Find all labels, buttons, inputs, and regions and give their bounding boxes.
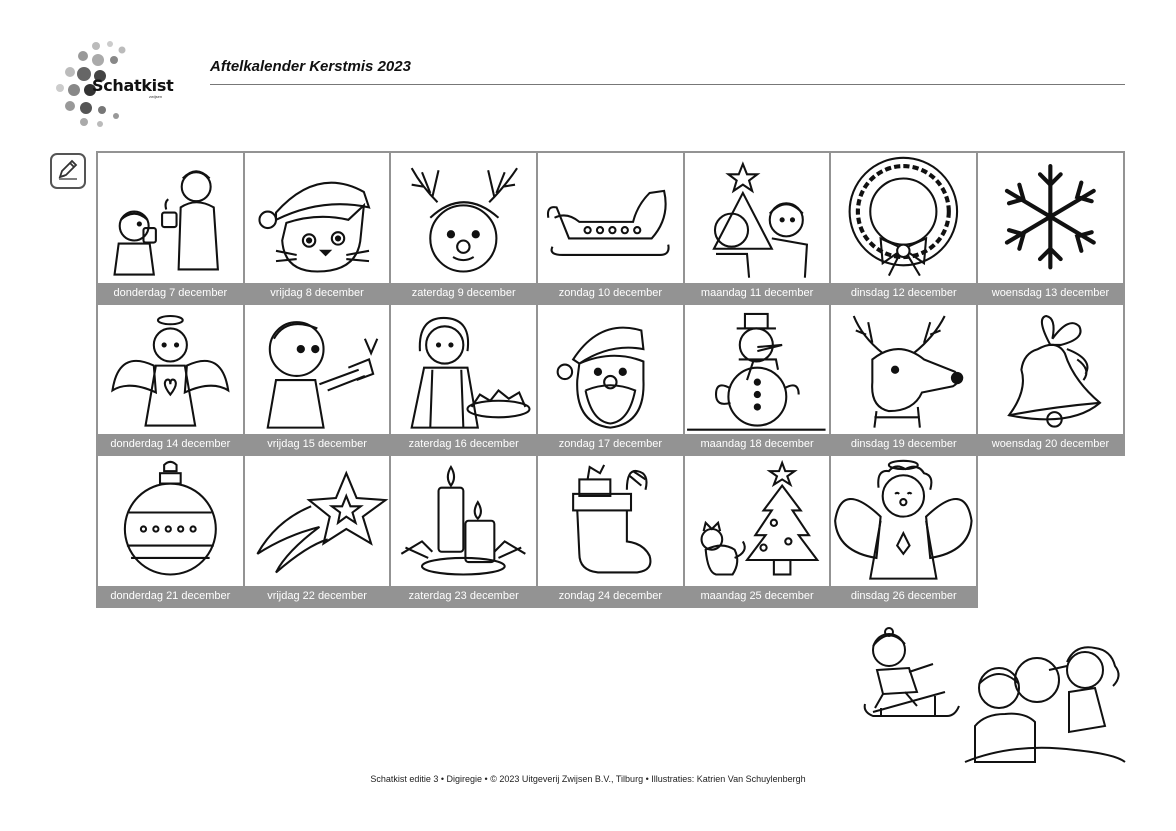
christmas-cracker-icon bbox=[245, 305, 390, 435]
day-label: donderdag 7 december bbox=[98, 283, 243, 303]
santa-cat-icon bbox=[245, 153, 390, 283]
day-label: dinsdag 19 december bbox=[831, 434, 976, 454]
day-label: maandag 18 december bbox=[685, 434, 830, 454]
day-label: maandag 11 december bbox=[685, 283, 830, 303]
day-label: donderdag 14 december bbox=[98, 434, 243, 454]
bauble-icon bbox=[98, 456, 243, 586]
day-label: vrijdag 8 december bbox=[245, 283, 390, 303]
reindeer-icon bbox=[831, 305, 976, 435]
children-sledding-illustration bbox=[855, 622, 1127, 772]
day-label: donderdag 21 december bbox=[98, 586, 243, 606]
day-label: woensdag 20 december bbox=[978, 434, 1123, 454]
children-hugging-icon bbox=[685, 153, 830, 283]
day-label: woensdag 13 december bbox=[978, 283, 1123, 303]
day-cell[interactable] bbox=[536, 454, 685, 608]
day-cell[interactable] bbox=[389, 151, 538, 305]
snowman-icon bbox=[685, 305, 830, 435]
day-label: zaterdag 16 december bbox=[391, 434, 536, 454]
page-title: Aftelkalender Kerstmis 2023 bbox=[210, 58, 411, 75]
day-cell[interactable] bbox=[976, 303, 1125, 457]
logo-subtext: zwijsen bbox=[149, 94, 163, 99]
candles-icon bbox=[391, 456, 536, 586]
sleigh-icon bbox=[538, 153, 683, 283]
day-cell[interactable] bbox=[243, 303, 392, 457]
day-cell[interactable] bbox=[96, 151, 245, 305]
day-label: zaterdag 23 december bbox=[391, 586, 536, 606]
title-divider bbox=[210, 84, 1125, 85]
day-cell[interactable] bbox=[829, 454, 978, 608]
day-label: zaterdag 9 december bbox=[391, 283, 536, 303]
wreath-icon bbox=[831, 153, 976, 283]
day-cell[interactable] bbox=[389, 303, 538, 457]
day-label: dinsdag 26 december bbox=[831, 586, 976, 606]
stocking-icon bbox=[538, 456, 683, 586]
angel-icon bbox=[98, 305, 243, 435]
day-label: zondag 10 december bbox=[538, 283, 683, 303]
logo-text: Schatkist bbox=[92, 76, 174, 95]
day-cell[interactable] bbox=[536, 303, 685, 457]
shooting-star-icon bbox=[245, 456, 390, 586]
day-label: vrijdag 22 december bbox=[245, 586, 390, 606]
day-cell[interactable] bbox=[389, 454, 538, 608]
day-label: zondag 24 december bbox=[538, 586, 683, 606]
day-label: vrijdag 15 december bbox=[245, 434, 390, 454]
day-cell[interactable] bbox=[683, 454, 832, 608]
day-label: dinsdag 12 december bbox=[831, 283, 976, 303]
pencil-icon bbox=[56, 157, 80, 186]
snowflake-icon bbox=[978, 153, 1123, 283]
day-cell[interactable] bbox=[96, 303, 245, 457]
day-cell[interactable] bbox=[96, 454, 245, 608]
day-label: maandag 25 december bbox=[685, 586, 830, 606]
woman-with-cake-icon bbox=[391, 305, 536, 435]
angel-girl-icon bbox=[831, 456, 976, 586]
hot-chocolate-icon bbox=[98, 153, 243, 283]
bell-icon bbox=[978, 305, 1123, 435]
day-cell[interactable] bbox=[829, 303, 978, 457]
day-cell[interactable] bbox=[243, 151, 392, 305]
christmas-tree-icon bbox=[685, 456, 830, 586]
santa-claus-icon bbox=[538, 305, 683, 435]
reindeer-antlers-child-icon bbox=[391, 153, 536, 283]
day-cell[interactable] bbox=[683, 151, 832, 305]
edit-button[interactable] bbox=[50, 153, 86, 189]
day-cell[interactable] bbox=[536, 151, 685, 305]
day-cell[interactable] bbox=[683, 303, 832, 457]
day-cell[interactable] bbox=[976, 151, 1125, 305]
day-label: zondag 17 december bbox=[538, 434, 683, 454]
footer-credits: Schatkist editie 3 • Digiregie • © 2023 Uitgeverij Zwijsen B.V., Tilburg • Illustraties: Katrien Van Schuylenbergh bbox=[370, 774, 806, 784]
advent-calendar-grid bbox=[96, 151, 1123, 606]
day-cell[interactable] bbox=[829, 151, 978, 305]
day-cell[interactable] bbox=[243, 454, 392, 608]
